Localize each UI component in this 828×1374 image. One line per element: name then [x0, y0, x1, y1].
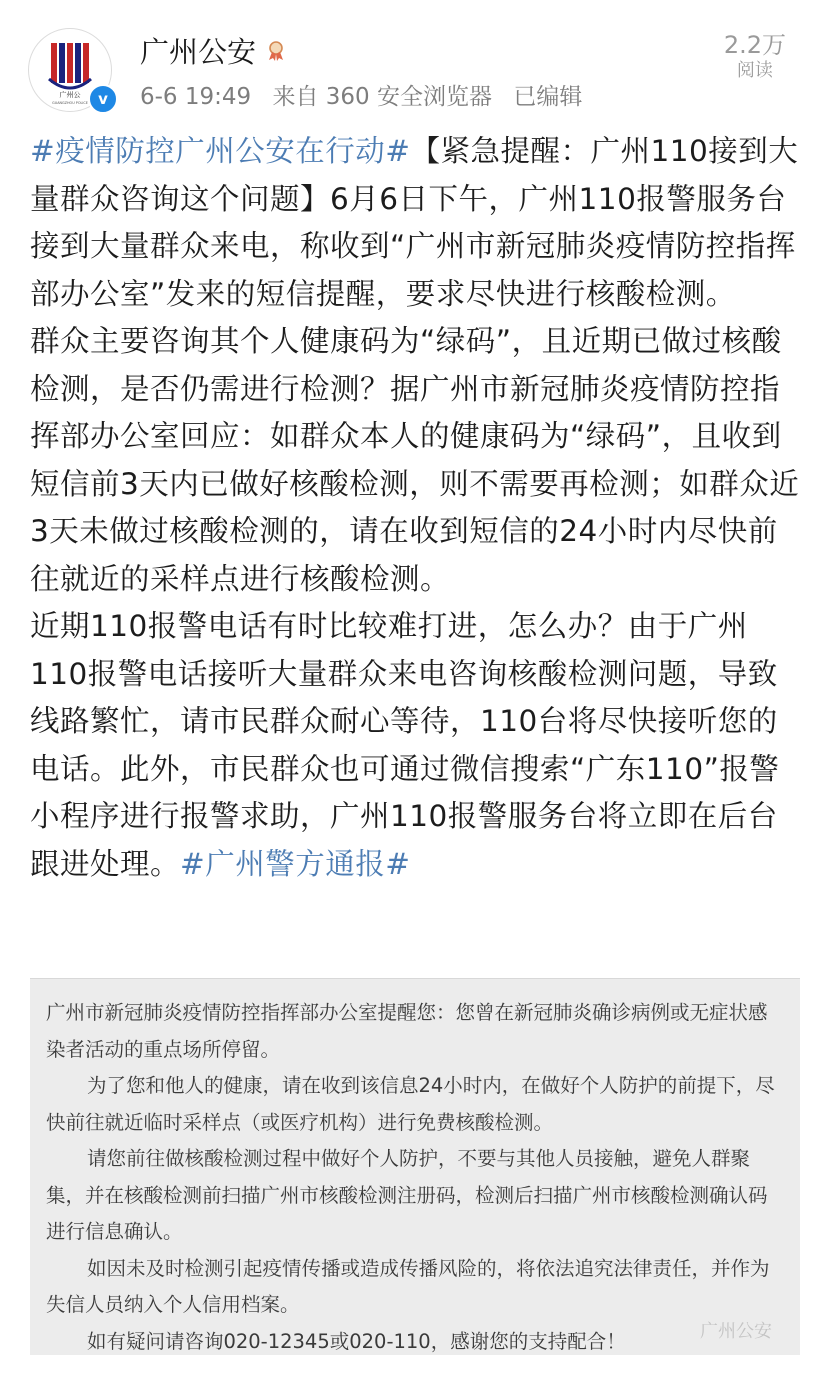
hashtag-topic[interactable]: #疫情防控广州公安在行动# [30, 134, 411, 168]
notice-line-5: 如有疑问请咨询020-12345或020-110，感谢您的支持配合！ [86, 1329, 626, 1353]
post-paragraph-1: #疫情防控广州公安在行动#【紧急提醒：广州110接到大量群众咨询这个问题】6月6日下午，广州110报警服务台接到大量群众来电，称收到“广州市新冠肺炎疫情防控指挥部办公室”发来的短信提醒，要求尽快进行核酸检测。 [30, 134, 799, 311]
post-paragraph-2: 群众主要咨询其个人健康码为“绿码”，且近期已做过核酸检测，是否仍需进行检测？据广州市新冠肺炎疫情防控指挥部办公室回应：如群众本人的健康码为“绿码”，且收到短信前3天内已做好核酸检测，则不需要再检测；如群众近3天未做过核酸检测的，请在收到短信的24小时内尽快前往就近的采样点进行核酸检测。 [30, 324, 800, 596]
post-body [30, 128, 800, 888]
read-count-label: 阅读 [736, 60, 773, 81]
hashtag-police-report[interactable]: #广州警方通报# [180, 846, 411, 881]
read-count-value: 2.2万 [723, 31, 786, 59]
post-timestamp: 6-6 19:49 [140, 84, 252, 110]
post-source: 来自 360 安全浏览器 [272, 84, 493, 110]
notice-line-2: 为了您和他人的健康，请在收到该信息24小时内，在做好个人防护的前提下，尽快前往就近临时采样点（或医疗机构）进行免费核酸检测。 [46, 1074, 775, 1134]
sms-notice-image[interactable] [30, 978, 800, 1355]
post-meta [140, 78, 596, 111]
notice-line-1: 广州市新冠肺炎疫情防控指挥部办公室提醒您：您曾在新冠肺炎确诊病例或无症状感染者活动的重点场所停留。 [46, 1001, 768, 1061]
author-name[interactable]: 广州公安 [140, 35, 257, 69]
avatar-label: 广州公 [59, 91, 81, 99]
read-count [724, 30, 786, 82]
award-ribbon-icon [264, 39, 288, 63]
author-name-row [140, 30, 288, 71]
avatar-sublabel: GUANGZHOU POLICE [52, 101, 88, 105]
notice-line-4: 如因未及时检测引起疫情传播或造成传播风险的，将依法追究法律责任，并作为失信人员纳入个人信用档案。 [46, 1256, 770, 1316]
sms-notice-text [46, 995, 786, 1360]
notice-line-3: 请您前往做核酸检测过程中做好个人防护，不要与其他人员接触，避免人群聚集，并在核酸检测前扫描广州市核酸检测注册码，检测后扫描广州市核酸检测确认码进行信息确认。 [46, 1147, 768, 1243]
edited-label[interactable]: 已编辑 [513, 84, 583, 110]
verified-v-icon: v [88, 84, 118, 114]
post-paragraph-3: 近期110报警电话有时比较难打进，怎么办？由于广州110报警电话接听大量群众来电咨询核酸检测问题，导致线路繁忙，请市民群众耐心等待，110台将尽快接听您的电话。此外，市民群众也可通过微信搜索“广东110”报警小程序进行报警求助，广州110报警服务台将立即在后台跟进处理。#广州警方通报# [30, 609, 780, 881]
post-header [0, 0, 828, 118]
watermark: 广州公安 [700, 1321, 772, 1342]
